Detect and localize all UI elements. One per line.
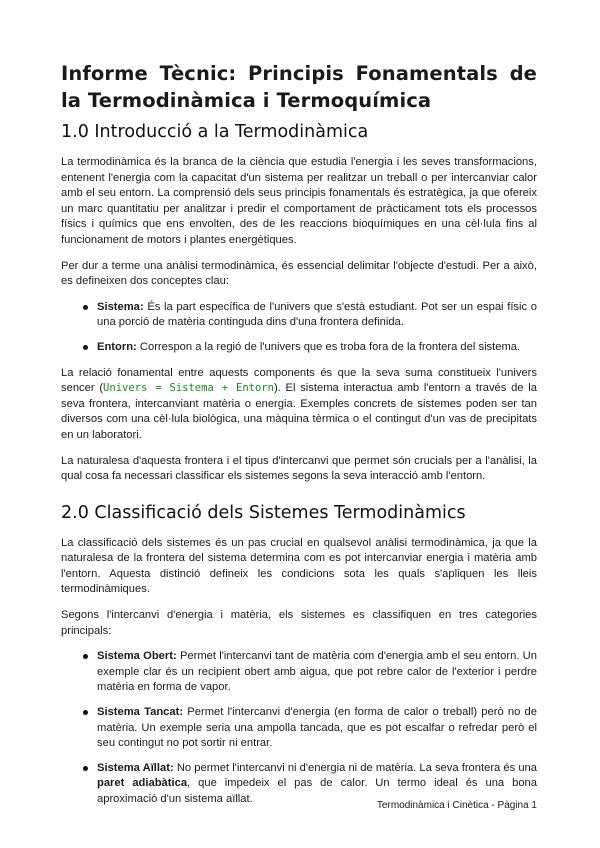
list-item-text: Correspon a la regió de l'univers que es troba fora de la frontera del sistema. <box>136 340 521 353</box>
section-1-paragraph-1: La termodinàmica és la branca de la ciència que estudia l'energia i les seves transformacions, entenent l'energia com la capacitat d'un sistema per realitzar un treball o per intercanviar calor amb el seu entorn. La comprensió dels seus principis fonamentals és estratègica, ja que ofereix un marc quantitatiu per analitzar i predir el comportament de pràcticament tots els processos físics i químics que ens envolten, des de les reaccions bioquímiques en una cèl·lula fins al funcionament de motors i plantes energètiques. <box>61 156 537 246</box>
inline-code-formula: Univers = Sistema + Entorn <box>103 382 274 395</box>
bullet-icon <box>83 710 88 715</box>
document-title: Informe Tècnic: Principis Fonamentals de la Termodinàmica i Termoquímica <box>61 62 537 112</box>
bullet-icon <box>83 305 88 310</box>
section-1-heading: 1.0 Introducció a la Termodinàmica <box>61 122 369 142</box>
section-1-paragraph-2: Per dur a terme una anàlisi termodinàmica, és essencial delimitar l'objecte d'estudi. Per a això, es defineixen dos conceptes clau: <box>61 259 537 288</box>
list-item <box>61 649 537 696</box>
document-page <box>61 60 537 818</box>
list-item <box>61 300 537 331</box>
section-1-paragraph-4: La naturalesa d'aquesta frontera i el tipus d'intercanvi que permet són crucials per a l'anàlisi, la qual cosa fa necessari classificar els sistemes segons la seva interacció amb l'entorn. <box>61 454 537 483</box>
list-item-term: Sistema Obert: <box>97 650 177 663</box>
paragraph-text: ). El sistema interactua amb l'entorn a través de la seva frontera, intercanviant matèria o energia. Exemples concrets de sistemes poden ser tan diversos com una cèl·lula biològica, una màquina tèrmica o el contingut d'un vas de precipitats en un laboratori. <box>61 382 537 441</box>
bullet-icon <box>83 654 88 659</box>
list-item-term: Entorn: <box>97 340 137 353</box>
list-item-text: És la part específica de l'univers que s'està estudiant. Pot ser un espai físic o una porció de matèria continguda dins d'una frontera definida. <box>97 300 537 329</box>
section-1-concept-list <box>61 300 537 356</box>
section-2-paragraph-1: La classificació dels sistemes és un pas crucial en qualsevol anàlisi termodinàmica, ja que la naturalesa de la frontera del sistema determina com es pot intercanviar energia i matèria amb l'entorn. Aquesta distinció defineix les condicions sota les quals s'apliquen les lleis termodinàmiques. <box>61 536 537 596</box>
section-2-system-list <box>61 649 537 807</box>
bullet-icon <box>83 766 88 771</box>
section-2-paragraph-2: Segons l'intercanvi d'energia i matèria, els sistemes es classifiquen en tres categories principals: <box>61 609 537 637</box>
page-footer: Termodinàmica i Cinètica - Pàgina 1 <box>376 800 537 811</box>
list-item-term: Sistema: <box>97 300 144 313</box>
list-item <box>61 705 537 752</box>
list-item-text: No permet l'intercanvi ni d'energia ni de matèria. La seva frontera és una <box>173 761 537 774</box>
list-item-text: , que impedeix el pas de calor. Un termo ideal és una bona aproximació d'un sistema aïllat. <box>97 777 537 805</box>
list-item-term: Sistema Aïllat: <box>97 761 174 774</box>
bullet-icon <box>83 345 88 350</box>
list-item-text: Permet l'intercanvi d'energia (en forma de calor o treball) però no de matèria. Un exemple seria una ampolla tancada, que es pot escalfar o refredar però el seu contingut no pot sortir ni entrar. <box>97 706 537 750</box>
list-item <box>61 340 537 356</box>
list-item-text: Permet l'intercanvi tant de matèria com d'energia amb el seu entorn. Un exemple clar és un recipient obert amb aigua, que pot rebre calor de l'exterior i perdre matèria en forma de vapor. <box>97 650 537 694</box>
section-2-heading: 2.0 Classificació dels Sistemes Termodinàmics <box>61 502 466 523</box>
list-item-bold-text: paret adiabàtica <box>97 777 188 790</box>
list-item-term: Sistema Tancat: <box>97 706 184 719</box>
section-1-paragraph-3 <box>61 366 537 444</box>
paragraph-text: La relació fonamental entre aquests components és que la seva suma constitueix l'univers sencer ( <box>61 366 537 395</box>
